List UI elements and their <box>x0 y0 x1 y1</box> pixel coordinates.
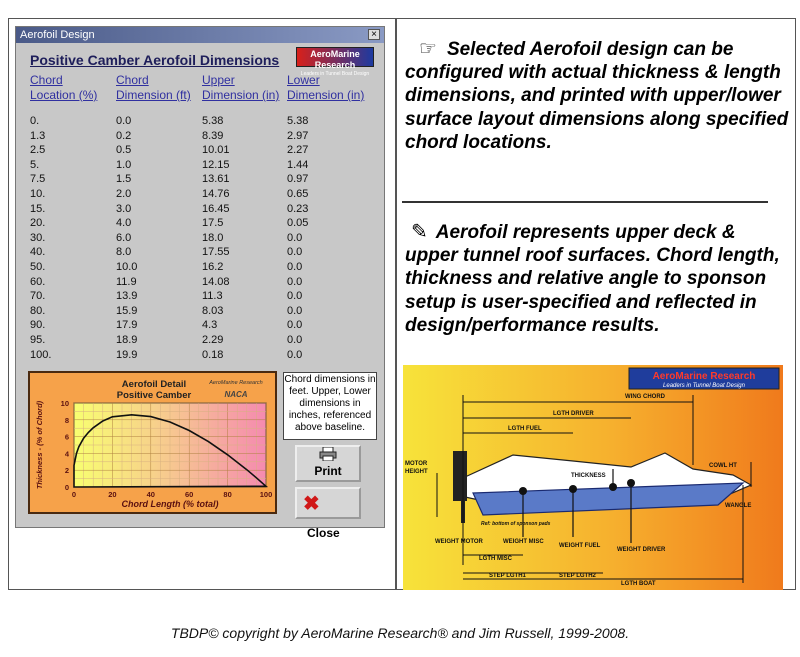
label-motor: MOTOR <box>405 461 428 467</box>
y-tick-label: 2 <box>64 466 69 476</box>
table-cell: 95. <box>30 333 46 346</box>
table-cell: 11.9 <box>116 275 137 288</box>
table-cell: 1.5 <box>116 173 132 186</box>
table-cell: 30. <box>30 231 46 244</box>
table-cell: 0.2 <box>116 129 132 142</box>
table-cell: 4.3 <box>202 319 218 332</box>
boat-layout-diagram <box>403 365 783 590</box>
table-cell: 12.15 <box>202 158 230 171</box>
table-cell: 0.0 <box>287 319 303 332</box>
table-cell: 5.38 <box>202 115 224 127</box>
section-divider <box>402 201 768 203</box>
col-header-line: Dimension (in) <box>202 88 280 102</box>
col-header-line: Location (%) <box>30 88 98 102</box>
table-cell: 100. <box>30 348 52 361</box>
table-cell: 50. <box>30 260 46 273</box>
col-header-line: Upper <box>202 73 235 87</box>
aerofoil-design-window <box>15 26 385 540</box>
diagram-logo-sub: Leaders in Tunnel Boat Design <box>663 383 745 389</box>
x-tick-label: 100 <box>259 490 273 499</box>
table-cell: 0.0 <box>287 290 303 303</box>
table-cell: 1.44 <box>287 158 309 171</box>
table-cell: 0.18 <box>202 348 224 361</box>
label-thickness: THICKNESS <box>571 473 606 479</box>
table-cell: 17.9 <box>116 319 138 332</box>
x-tick-label: 0 <box>71 490 77 499</box>
x-tick-label: 80 <box>223 490 232 499</box>
table-cell: 15. <box>30 202 46 215</box>
diagram-logo-text: AeroMarine Research <box>652 371 756 382</box>
label-height: HEIGHT <box>405 469 428 475</box>
x-axis-ticks <box>72 490 272 499</box>
table-cell: 14.76 <box>202 187 230 200</box>
chart-title-2: Positive Camber <box>116 390 192 401</box>
x-tick-label: 20 <box>108 490 117 499</box>
close-button-label: Close <box>307 525 340 540</box>
y-tick-label: 10 <box>60 399 69 408</box>
outboard-motor <box>453 451 467 501</box>
label-lgth-boat: LGTH BOAT <box>621 581 656 587</box>
label-lgth-misc: LGTH MISC <box>479 556 512 562</box>
table-cell: 40. <box>30 246 46 259</box>
close-x-icon: ✖ <box>303 492 320 515</box>
table-cell: 10.0 <box>116 260 138 273</box>
y-tick-label: 0 <box>64 483 69 492</box>
table-cell: 0.0 <box>287 260 303 273</box>
table-cell: 10. <box>30 187 46 200</box>
label-ref: Ref: bottom of sponson pads <box>481 521 551 527</box>
table-cell: 0.0 <box>287 333 303 346</box>
x-tick-label: 40 <box>146 490 155 499</box>
table-cell: 2.29 <box>202 333 224 346</box>
close-button[interactable] <box>295 487 361 540</box>
table-cell: 5. <box>30 158 40 171</box>
table-cell: 18.0 <box>202 231 224 244</box>
col-header-line: Lower <box>287 73 320 87</box>
table-cell: 14.08 <box>202 275 230 288</box>
printer-icon <box>297 447 359 463</box>
aeromarine-logo <box>296 47 374 77</box>
logo-text: AeroMarine Research <box>310 49 360 70</box>
table-cell: 0.0 <box>116 115 132 127</box>
table-cell: 11.3 <box>202 290 223 303</box>
units-note <box>283 372 377 440</box>
table-cell: 5.38 <box>287 115 309 127</box>
table-cell: 0. <box>30 115 40 127</box>
table-cell: 0.97 <box>287 173 309 186</box>
label-wangle: WANGLE <box>725 503 752 509</box>
x-axis-label: Chord Length (% total) <box>121 499 219 509</box>
table-cell: 90. <box>30 319 46 332</box>
col-header-upper-dimension <box>202 73 279 103</box>
col-header-line: Dimension (in) <box>287 88 365 102</box>
col-header-line: Dimension (ft) <box>116 88 191 102</box>
window-title: Aerofoil Design <box>20 29 95 41</box>
y-axis-label: Thickness - (% of Chord) <box>35 400 44 490</box>
col-header-lower-dimension <box>287 73 364 103</box>
table-cell: 20. <box>30 217 46 230</box>
table-cell: 2.27 <box>287 144 309 157</box>
para-2-text: Aerofoil represents upper deck & upper tunnel roof surfaces. Chord length, thickness and relative angle to sponson setup is user-specified and reflected in design/performance results. <box>405 222 780 336</box>
chart-grid <box>74 403 266 487</box>
label-lgth-driver: LGTH DRIVER <box>553 411 594 417</box>
table-cell: 3.0 <box>116 202 132 215</box>
y-tick-label: 4 <box>64 449 69 459</box>
table-cell: 18.9 <box>116 333 138 346</box>
table-cell: 0.0 <box>287 231 303 244</box>
column-chord-dimension <box>116 114 137 362</box>
table-cell: 0.0 <box>287 304 303 317</box>
table-cell: 4.0 <box>116 217 132 230</box>
table-cell: 70. <box>30 290 46 303</box>
window-close-icon[interactable]: × <box>368 29 380 40</box>
table-cell: 0.0 <box>287 348 303 361</box>
label-weight-fuel: WEIGHT FUEL <box>559 543 601 549</box>
label-weight-misc: WEIGHT MISC <box>503 539 544 545</box>
column-chord-location <box>30 114 51 362</box>
table-cell: 15.9 <box>116 304 138 317</box>
table-cell: 0.0 <box>287 246 303 259</box>
table-cell: 1.0 <box>116 158 132 171</box>
units-note-text: Chord dimensions in feet. Upper, Lower dimensions in inches, referenced above baseline. <box>284 374 376 433</box>
pointing-hand-icon: ☞ <box>419 38 437 60</box>
print-button-label: Print <box>314 464 342 478</box>
table-cell: 13.61 <box>202 173 230 186</box>
print-button[interactable] <box>295 445 361 482</box>
table-cell: 0.0 <box>287 275 303 288</box>
window-titlebar[interactable] <box>16 27 384 43</box>
logo-subtext: Leaders in Tunnel Boat Design <box>300 71 370 77</box>
column-upper-dimension <box>202 114 230 362</box>
table-cell: 10.01 <box>202 144 230 157</box>
table-cell: 17.55 <box>202 246 230 259</box>
chart-watermark: AeroMarine Research <box>209 380 263 386</box>
table-cell: 2.5 <box>30 144 46 157</box>
chart-naca-label: NACA <box>224 390 248 399</box>
chart-title-1: Aerofoil Detail <box>121 379 187 390</box>
label-cowl-ht: COWL HT <box>709 463 737 469</box>
table-cell: 0.23 <box>287 202 309 215</box>
column-lower-dimension <box>287 114 308 362</box>
table-cell: 80. <box>30 304 46 317</box>
table-cell: 8.03 <box>202 304 224 317</box>
table-cell: 17.5 <box>202 217 224 230</box>
col-header-chord-dimension <box>116 73 191 103</box>
label-weight-motor: WEIGHT MOTOR <box>435 539 483 545</box>
table-cell: 6.0 <box>116 231 132 244</box>
page-title: Positive Camber Aerofoil Dimensions <box>30 52 280 68</box>
x-tick-label: 60 <box>185 490 194 499</box>
aerofoil-chart <box>30 373 275 512</box>
label-step-lgth1: STEP LGTH1 <box>489 573 526 579</box>
table-cell: 16.2 <box>202 260 224 273</box>
col-header-line: Chord <box>30 73 63 87</box>
table-cell: 1.3 <box>30 129 46 142</box>
label-lgth-fuel: LGTH FUEL <box>508 426 542 432</box>
col-header-chord-location <box>30 73 97 103</box>
table-cell: 8.0 <box>116 246 132 259</box>
aerofoil-chart-panel <box>28 371 277 514</box>
col-header-line: Chord <box>116 73 149 87</box>
table-cell: 16.45 <box>202 202 230 215</box>
label-step-lgth2: STEP LGTH2 <box>559 573 596 579</box>
description-para-1 <box>405 38 790 154</box>
para-1-text: Selected Aerofoil design can be configured with actual thickness & length dimensions, and printed with upper/lower surface layout dimensions along specified chord locations. <box>405 39 789 153</box>
table-cell: 8.39 <box>202 129 224 142</box>
table-cell: 0.5 <box>116 144 132 157</box>
label-weight-driver: WEIGHT DRIVER <box>617 547 666 553</box>
table-cell: 0.05 <box>287 217 309 230</box>
copyright-footer: TBDP© copyright by AeroMarine Research® and Jim Russell, 1999-2008. <box>170 625 630 641</box>
y-tick-label: 6 <box>64 432 69 442</box>
table-cell: 2.0 <box>116 187 132 200</box>
panel-divider <box>395 18 397 590</box>
y-tick-label: 8 <box>64 415 69 425</box>
table-cell: 13.9 <box>116 290 138 303</box>
table-cell: 0.65 <box>287 187 309 200</box>
pen-icon: ✎ <box>411 221 428 243</box>
y-axis-ticks <box>61 399 70 492</box>
boat-diagram-svg <box>403 365 783 590</box>
table-cell: 60. <box>30 275 46 288</box>
label-wing-chord: WING CHORD <box>625 394 665 400</box>
table-cell: 19.9 <box>116 348 138 361</box>
table-cell: 7.5 <box>30 173 46 186</box>
table-cell: 2.97 <box>287 129 309 142</box>
description-para-2 <box>405 221 790 337</box>
